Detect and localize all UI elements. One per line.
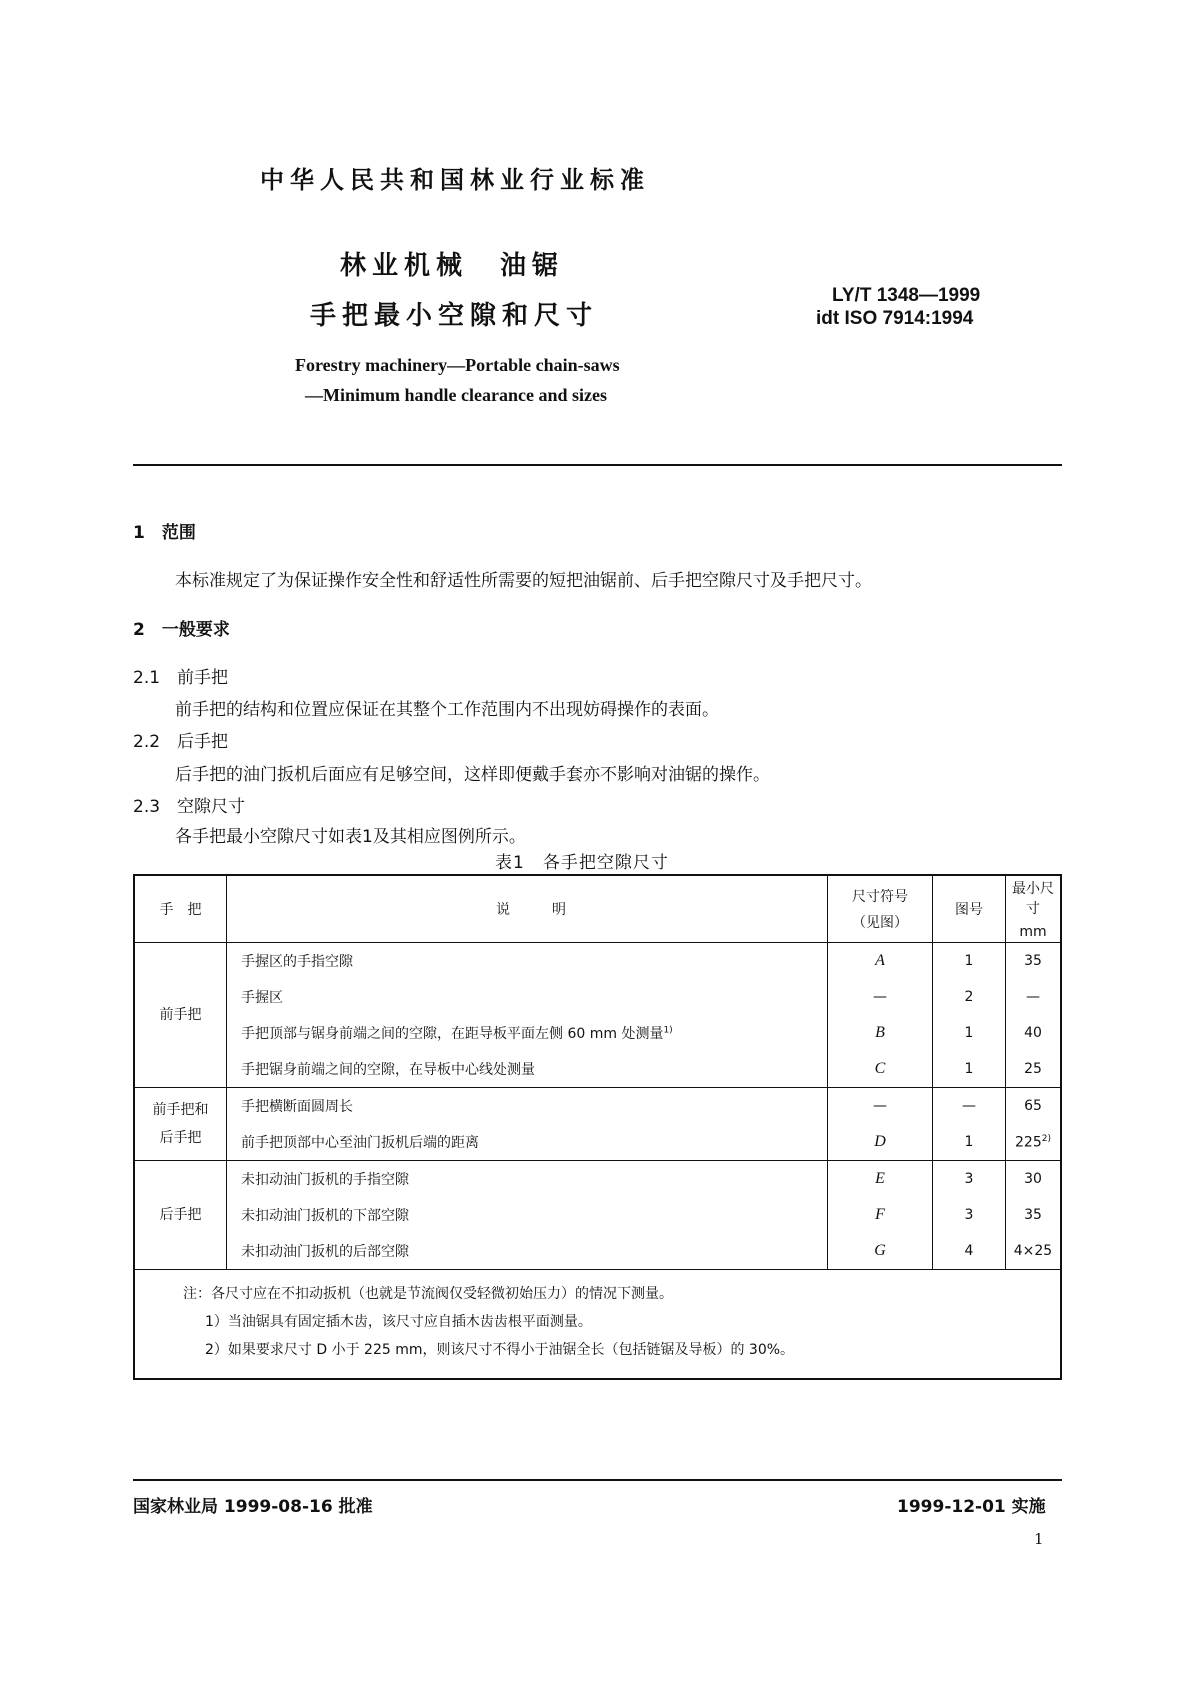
section-2-1-text: 前手把的结构和位置应保证在其整个工作范围内不出现妨碍操作的表面。 [175,700,719,720]
note-2: 2）如果要求尺寸 D 小于 225 mm，则该尺寸不得小于油锯全长（包括链锯及导板）的 30%。 [205,1342,795,1358]
table-row [134,1161,1061,1198]
header-handle: 手 把 [134,875,227,943]
table-row [134,1088,1061,1125]
page-number: 1 [1034,1530,1044,1548]
table-row [134,979,1061,1015]
table-row [134,1124,1061,1161]
table-row [134,1015,1061,1051]
row-description: 手把横断面圆周长 [227,1088,828,1125]
title-line-1: 林业机械 油锯 [340,251,565,281]
row-description-cell [227,1015,828,1051]
handle-group-rear [134,1161,227,1270]
header-divider [133,464,1062,466]
row-figure: 3 [933,1197,1006,1233]
handle-group-label: 前手把和 [152,1102,209,1118]
handle-group-both [134,1088,227,1161]
implementation-date: 1999-12-01 实施 [897,1497,1046,1517]
table-row [134,943,1061,980]
row-symbol: A [875,952,885,969]
row-figure: 3 [933,1161,1006,1198]
iso-equivalent: idt ISO 7914:1994 [816,308,974,329]
table-row [134,1197,1061,1233]
table-caption: 表1 各手把空隙尺寸 [495,853,669,873]
table-header-row [134,875,1061,943]
row-symbol: F [875,1206,885,1223]
header-symbol [828,875,933,943]
row-symbol: — [828,979,933,1015]
title-line-2: 手把最小空隙和尺寸 [310,301,599,331]
row-min-size-cell [1006,1124,1062,1161]
row-min-size: 40 [1006,1015,1062,1051]
row-figure: 1 [933,1051,1006,1088]
row-figure: 1 [933,1124,1006,1161]
row-description: 未扣动油门扳机的手指空隙 [227,1161,828,1198]
standard-code: LY/T 1348—1999 [832,285,981,306]
note-1: 1）当油锯具有固定插木齿，该尺寸应自插木齿齿根平面测量。 [205,1314,592,1330]
row-symbol: — [828,1088,933,1125]
row-figure: — [933,1088,1006,1125]
section-2-2-text: 后手把的油门扳机后面应有足够空间，这样即便戴手套亦不影响对油锯的操作。 [175,765,770,785]
table-row [134,1051,1061,1088]
english-title-line-2: —Minimum handle clearance and sizes [305,385,607,405]
row-figure: 1 [933,943,1006,980]
section-2-1-heading: 2.1 前手把 [133,668,229,688]
header-symbol-line2: （见图） [852,915,908,931]
note-main: 注：各尺寸应在不扣动扳机（也就是节流阀仅受轻微初始压力）的情况下测量。 [183,1286,673,1302]
approval-date: 国家林业局 1999-08-16 批准 [133,1497,373,1517]
row-figure: 2 [933,979,1006,1015]
section-1-heading: 1 范围 [133,523,196,543]
footnote-ref-2: 2) [1041,1133,1051,1144]
row-min-size: 4×25 [1006,1233,1062,1270]
handle-group-label: 后手把 [159,1207,202,1223]
row-min-size: 225 [1015,1134,1042,1151]
row-symbol: E [875,1170,885,1187]
header-min-size [1006,875,1062,943]
handle-group-front [134,943,227,1088]
row-description: 手把锯身前端之间的空隙，在导板中心线处测量 [227,1051,828,1088]
row-min-size: — [1006,979,1062,1015]
row-description: 手把顶部与锯身前端之间的空隙，在距导板平面左侧 60 mm 处测量 [241,1026,664,1042]
row-figure: 4 [933,1233,1006,1270]
footnote-ref-1: 1) [663,1025,673,1036]
header-symbol-line1: 尺寸符号 [852,889,908,905]
handle-group-label-2: 后手把 [159,1130,202,1146]
row-description: 手握区的手指空隙 [227,943,828,980]
row-min-size: 25 [1006,1051,1062,1088]
row-symbol: C [874,1060,886,1077]
section-2-heading: 2 一般要求 [133,620,230,640]
row-min-size: 65 [1006,1088,1062,1125]
header-min-unit: mm [1019,924,1047,940]
row-description: 前手把顶部中心至油门扳机后端的距离 [227,1124,828,1161]
row-description: 未扣动油门扳机的下部空隙 [227,1197,828,1233]
row-description: 未扣动油门扳机的后部空隙 [227,1233,828,1270]
row-min-size: 30 [1006,1161,1062,1198]
english-title-line-1: Forestry machinery—Portable chain-saws [295,355,620,375]
table-notes-row [134,1270,1061,1380]
section-1-text: 本标准规定了为保证操作安全性和舒适性所需要的短把油锯前、后手把空隙尺寸及手把尺寸。 [175,571,872,591]
table-notes [134,1270,1061,1380]
section-2-2-heading: 2.2 后手把 [133,732,229,752]
row-symbol: D [874,1133,886,1150]
handle-group-label: 前手把 [159,1007,202,1023]
row-symbol: G [874,1242,886,1259]
standard-org-header: 中华人民共和国林业行业标准 [260,166,650,194]
table-row [134,1233,1061,1270]
header-figure: 图号 [933,875,1006,943]
header-description: 说 明 [227,875,828,943]
handle-clearance-table [133,874,1062,1380]
row-min-size: 35 [1006,1197,1062,1233]
row-symbol: B [875,1024,885,1041]
row-min-size: 35 [1006,943,1062,980]
section-2-3-heading: 2.3 空隙尺寸 [133,797,246,817]
row-description: 手握区 [227,979,828,1015]
footer-divider [133,1479,1062,1481]
section-2-3-text: 各手把最小空隙尺寸如表1及其相应图例所示。 [175,827,526,847]
row-figure: 1 [933,1015,1006,1051]
header-min-line1: 最小尺寸 [1012,881,1054,917]
